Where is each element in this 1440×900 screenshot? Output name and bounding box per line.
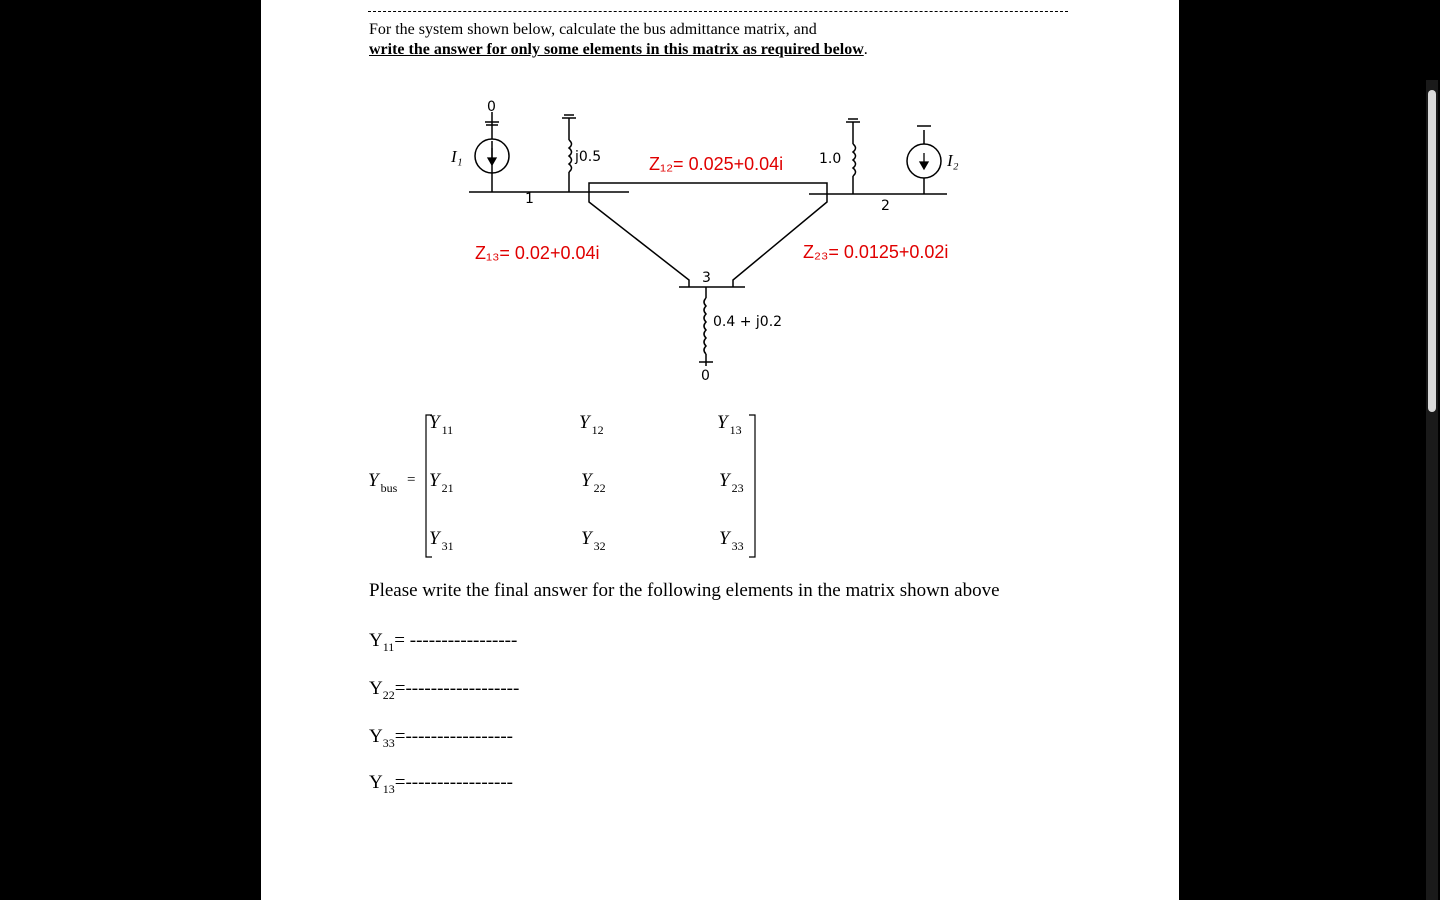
source-2-label: I₂ xyxy=(947,151,959,170)
matrix-y11: Y $_{11}$ xyxy=(429,412,454,437)
answer-y22: $Y_{22}=------------------$ xyxy=(369,678,520,702)
source-1-label: I₁ xyxy=(451,147,463,166)
shunt-2-label: 1.0 xyxy=(819,151,842,167)
matrix-y21: Y $_{21}$ xyxy=(429,470,454,495)
bus-2-label: 2 xyxy=(881,198,890,214)
shunt-3-impedance-icon xyxy=(704,298,706,354)
matrix-y13: Y $_{13}$ xyxy=(717,412,742,437)
ground-top-left-label: 0 xyxy=(487,99,496,115)
matrix-y31: Y $_{31}$ xyxy=(429,528,454,553)
equals-sign: = xyxy=(407,472,416,488)
matrix-y32: Y $_{32}$ xyxy=(581,528,606,553)
answer-y13: $Y_{13}=-----------------$ xyxy=(369,772,514,796)
power-system-diagram xyxy=(261,0,1179,400)
scrollbar-thumb[interactable] xyxy=(1428,90,1436,412)
shunt-1-label: j0.5 xyxy=(575,149,602,165)
ybus-lhs: Y $_{bus}$ xyxy=(368,470,398,495)
ground-bottom-label: 0 xyxy=(701,368,710,384)
matrix-y23: Y $_{23}$ xyxy=(719,470,744,495)
line-2-3 xyxy=(733,194,827,287)
shunt-1-inductor-icon xyxy=(569,140,572,172)
answer-y11: $Y_{11}=$ ----------------- xyxy=(369,630,518,654)
matrix-y33: Y $_{33}$ xyxy=(719,528,744,553)
document-page xyxy=(261,0,1179,900)
z12-label: Z₁₂= 0.025+0.04i xyxy=(649,154,784,174)
bus-1-label: 1 xyxy=(525,191,534,207)
question-line-2: write the answer for only some elements in this matrix as required below xyxy=(369,41,864,58)
z13-label: Z₁₃= 0.02+0.04i xyxy=(475,243,600,263)
matrix-y12: Y $_{12}$ xyxy=(579,412,604,437)
shunt-3-label: 0.4 + j0.2 xyxy=(713,314,783,330)
z23-label: Z₂₃= 0.0125+0.02i xyxy=(803,242,949,262)
question-line-1: For the system shown below, calculate the bus admittance matrix, and xyxy=(369,21,817,38)
line-1-3 xyxy=(589,192,689,287)
matrix-y22: Y $_{22}$ xyxy=(581,470,606,495)
bus-3-label: 3 xyxy=(702,270,711,286)
question-line-2-end: . xyxy=(863,41,868,58)
answer-y33: $Y_{33}=-----------------$ xyxy=(369,726,514,750)
answer-prompt: Please write the final answer for the following elements in the matrix shown above xyxy=(369,580,1000,601)
shunt-2-inductor-icon xyxy=(853,144,856,176)
